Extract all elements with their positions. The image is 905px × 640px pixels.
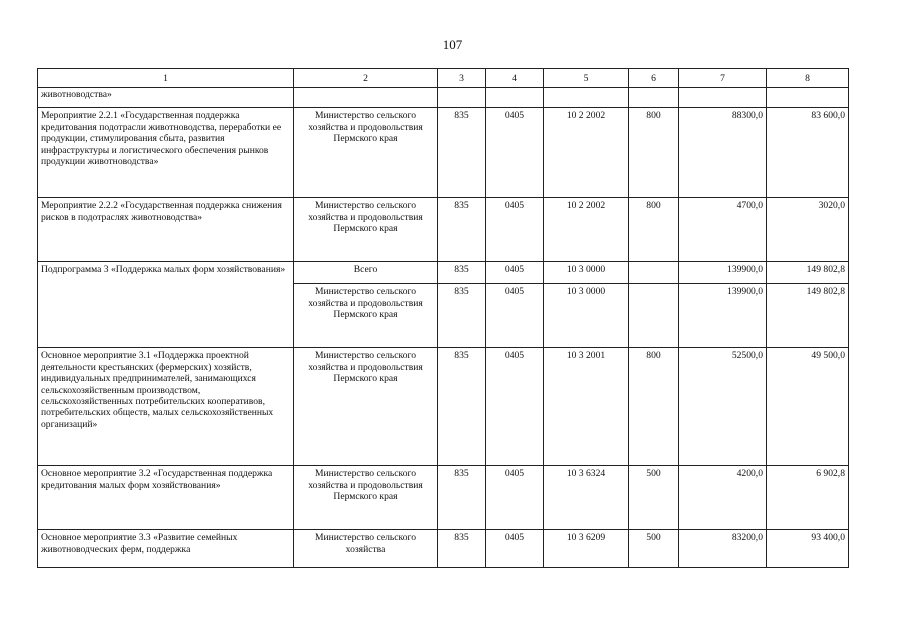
grbs-cell: 835: [438, 262, 486, 284]
vr-cell: 500: [629, 530, 679, 568]
amount-8-cell: 83 600,0: [767, 108, 849, 198]
grbs-cell: 835: [438, 198, 486, 262]
amount-7-cell: 52500,0: [679, 348, 767, 466]
vr-cell: 500: [629, 466, 679, 530]
table-row: [38, 466, 849, 530]
grbs-cell: 835: [438, 284, 486, 348]
column-header: 5: [544, 69, 629, 88]
amount-8-cell: 6 902,8: [767, 466, 849, 530]
table-header-row: [38, 69, 849, 88]
rzpr-cell: 0405: [486, 262, 544, 284]
grbs-cell: 835: [438, 530, 486, 568]
vr-cell: 800: [629, 348, 679, 466]
table-row: [38, 530, 849, 568]
program-name-cell: Мероприятие 2.2.2 «Государственная поддержка снижения рисков в подотраслях животноводства»: [38, 198, 294, 262]
program-name-cell: Основное мероприятие 3.2 «Государственная поддержка кредитования малых форм хозяйствования»: [38, 466, 294, 530]
rzpr-cell: 0405: [486, 198, 544, 262]
rzpr-cell: 0405: [486, 466, 544, 530]
executor-cell: Министерство сельского хозяйства и продовольствия Пермского края: [294, 284, 438, 348]
program-name-cell: Подпрограмма 3 «Поддержка малых форм хозяйствования»: [38, 262, 294, 348]
executor-cell: [294, 88, 438, 108]
table-row: [38, 262, 849, 284]
vr-cell: 800: [629, 108, 679, 198]
column-header: 6: [629, 69, 679, 88]
program-name-cell: Мероприятие 2.2.1 «Государственная поддержка кредитования подотрасли животноводства, переработки ее продукции, стимулирования сбыта, развития инфраструктуры и логистического обеспечения рынков продукции животноводства»: [38, 108, 294, 198]
executor-cell: Министерство сельского хозяйства и продовольствия Пермского края: [294, 108, 438, 198]
vr-cell: [629, 262, 679, 284]
grbs-cell: 835: [438, 466, 486, 530]
amount-7-cell: 4700,0: [679, 198, 767, 262]
csr-cell: 10 3 2001: [544, 348, 629, 466]
csr-cell: 10 2 2002: [544, 198, 629, 262]
table-row: [38, 108, 849, 198]
program-name-cell: Основное мероприятие 3.3 «Развитие семейных животноводческих ферм, поддержка: [38, 530, 294, 568]
csr-cell: 10 3 6324: [544, 466, 629, 530]
amount-7-cell: 139900,0: [679, 284, 767, 348]
table-row: [38, 88, 849, 108]
executor-cell: Всего: [294, 262, 438, 284]
csr-cell: 10 3 0000: [544, 284, 629, 348]
rzpr-cell: 0405: [486, 284, 544, 348]
program-name-cell: Основное мероприятие 3.1 «Поддержка проектной деятельности крестьянских (фермерских) хозяйств, индивидуальных предпринимателей, занимающихся сельскохозяйственным производством, сельскохозяйственных потребительских кооперативов, потребительских обществ, малых сельскохозяйственных организаций»: [38, 348, 294, 466]
column-header: 1: [38, 69, 294, 88]
amount-8-cell: [767, 88, 849, 108]
table-row: [38, 348, 849, 466]
amount-7-cell: [679, 88, 767, 108]
table-row: [38, 198, 849, 262]
executor-cell: Министерство сельского хозяйства и продовольствия Пермского края: [294, 466, 438, 530]
column-header: 4: [486, 69, 544, 88]
page-number: 107: [442, 37, 463, 52]
amount-7-cell: 88300,0: [679, 108, 767, 198]
vr-cell: [629, 88, 679, 108]
amount-7-cell: 4200,0: [679, 466, 767, 530]
column-header: 3: [438, 69, 486, 88]
rzpr-cell: 0405: [486, 108, 544, 198]
column-header: 2: [294, 69, 438, 88]
grbs-cell: [438, 88, 486, 108]
csr-cell: 10 3 0000: [544, 262, 629, 284]
vr-cell: 800: [629, 198, 679, 262]
amount-8-cell: 149 802,8: [767, 284, 849, 348]
amount-8-cell: 3020,0: [767, 198, 849, 262]
rzpr-cell: 0405: [486, 530, 544, 568]
amount-8-cell: 93 400,0: [767, 530, 849, 568]
csr-cell: 10 2 2002: [544, 108, 629, 198]
program-name-cell: животноводства»: [38, 88, 294, 108]
amount-7-cell: 139900,0: [679, 262, 767, 284]
amount-8-cell: 49 500,0: [767, 348, 849, 466]
budget-table: [37, 68, 849, 568]
amount-8-cell: 149 802,8: [767, 262, 849, 284]
column-header: 8: [767, 69, 849, 88]
csr-cell: 10 3 6209: [544, 530, 629, 568]
column-header: 7: [679, 69, 767, 88]
executor-cell: Министерство сельского хозяйства и продовольствия Пермского края: [294, 198, 438, 262]
grbs-cell: 835: [438, 348, 486, 466]
rzpr-cell: [486, 88, 544, 108]
executor-cell: Министерство сельского хозяйства и продовольствия Пермского края: [294, 348, 438, 466]
vr-cell: [629, 284, 679, 348]
executor-cell: Министерство сельского хозяйства: [294, 530, 438, 568]
amount-7-cell: 83200,0: [679, 530, 767, 568]
grbs-cell: 835: [438, 108, 486, 198]
csr-cell: [544, 88, 629, 108]
rzpr-cell: 0405: [486, 348, 544, 466]
